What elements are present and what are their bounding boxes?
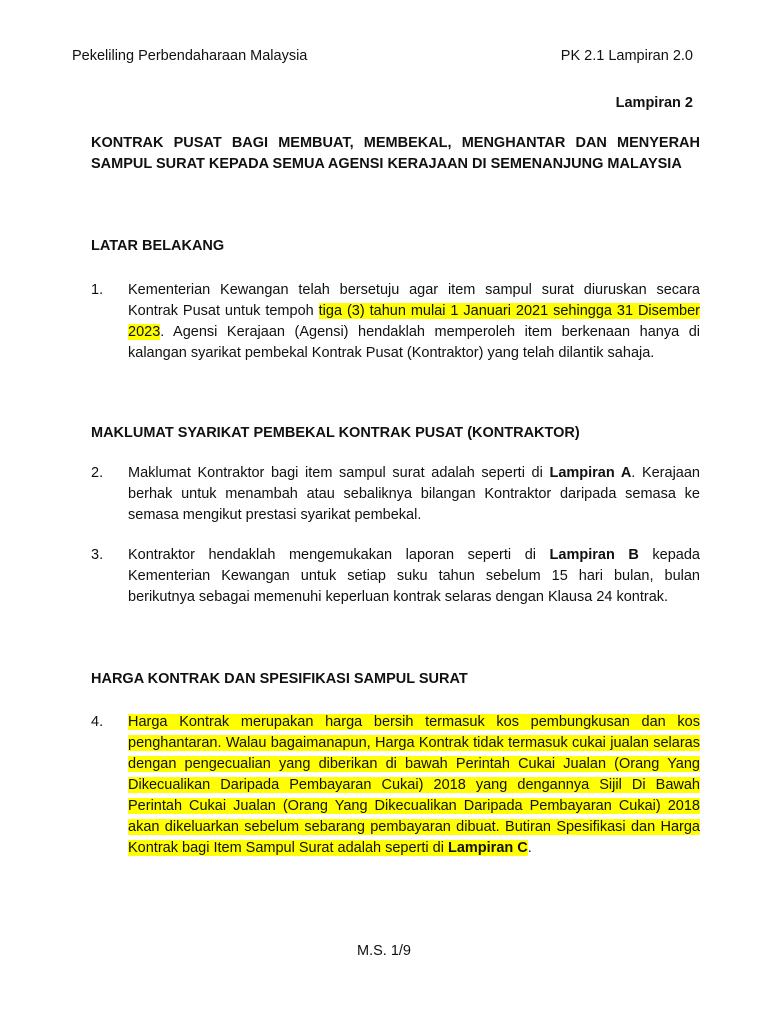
bold-reference: Lampiran A <box>549 465 632 481</box>
paragraph-1 <box>91 280 700 364</box>
text-run: Maklumat Kontraktor bagi item sampul surat adalah seperti di <box>128 465 550 481</box>
paragraph-number: 1. <box>91 282 104 298</box>
highlighted-text <box>128 714 700 856</box>
paragraph-number: 4. <box>91 714 104 730</box>
paragraph-text <box>128 463 700 526</box>
paragraph-text <box>128 280 700 364</box>
highlighted-text: tiga (3) tahun mulai 1 Januari 2021 sehingga 31 Disember 2023 <box>128 303 701 340</box>
text-run: kepada Kementerian Kewangan untuk setiap suku tahun sebelum 15 hari bulan, bulan berikutnya sebagai memenuhi keperluan kontrak selaras dengan Klausa 24 kontrak. <box>128 547 700 605</box>
bold-reference: Lampiran C <box>447 840 528 856</box>
page-number: M.S. 1/9 <box>357 943 411 959</box>
section-heading-maklumat: MAKLUMAT SYARIKAT PEMBEKAL KONTRAK PUSAT (KONTRAKTOR) <box>91 425 580 441</box>
paragraph-number: 3. <box>91 547 104 563</box>
text-run: Kementerian Kewangan telah bersetuju agar item sampul surat diuruskan secara Kontrak Pusat untuk tempoh <box>128 282 700 319</box>
text-run: . Kerajaan berhak untuk menambah atau sebaliknya bilangan Kontraktor daripada semasa ke semasa mengikut prestasi syarikat pembekal. <box>128 465 700 523</box>
text-run: Kontraktor hendaklah mengemukakan laporan seperti di <box>128 547 550 563</box>
section-heading-latar-belakang: LATAR BELAKANG <box>91 238 225 254</box>
text-run: Harga Kontrak merupakan harga bersih termasuk kos pembungkusan dan kos penghantaran. Walau bagaimanapun, Harga Kontrak tidak termasuk cukai jualan selaras dengan pengecualian yang diberikan di bawah Perintah Cukai Jualan (Orang Yang Dikecualikan Daripada Pembayaran Cukai) 2018 yang dengannya Sijil Di Bawah Perintah Cukai Jualan (Orang Yang Dikecualikan Daripada Pembayaran Cukai) 2018 akan dikeluarkan sebelum sebarang pembayaran dibuat. Butiran Spesifikasi dan Harga Kontrak bagi Item Sampul Surat adalah seperti di <box>128 714 700 856</box>
text-run: . <box>527 840 532 856</box>
paragraph-text <box>128 712 700 859</box>
paragraph-number: 2. <box>91 465 104 481</box>
document-title: KONTRAK PUSAT BAGI MEMBUAT, MEMBEKAL, MENGHANTAR DAN MENYERAH SAMPUL SURAT KEPADA SEMUA AGENSI KERAJAAN DI SEMENANJUNG MALAYSIA <box>91 135 700 172</box>
lampiran-label: Lampiran 2 <box>615 95 693 111</box>
paragraph-4 <box>91 712 700 859</box>
text-run: . Agensi Kerajaan (Agensi) hendaklah memperoleh item berkenaan hanya di kalangan syarikat pembekal Kontrak Pusat (Kontraktor) yang telah dilantik sahaja. <box>128 324 700 361</box>
bold-reference: Lampiran B <box>549 547 639 563</box>
paragraph-2 <box>91 463 700 526</box>
paragraph-text <box>128 545 700 608</box>
section-heading-harga: HARGA KONTRAK DAN SPESIFIKASI SAMPUL SURAT <box>91 671 468 687</box>
header-right-reference: PK 2.1 Lampiran 2.0 <box>560 48 693 64</box>
header-left-title: Pekeliling Perbendaharaan Malaysia <box>72 48 308 64</box>
paragraph-3 <box>91 545 700 608</box>
